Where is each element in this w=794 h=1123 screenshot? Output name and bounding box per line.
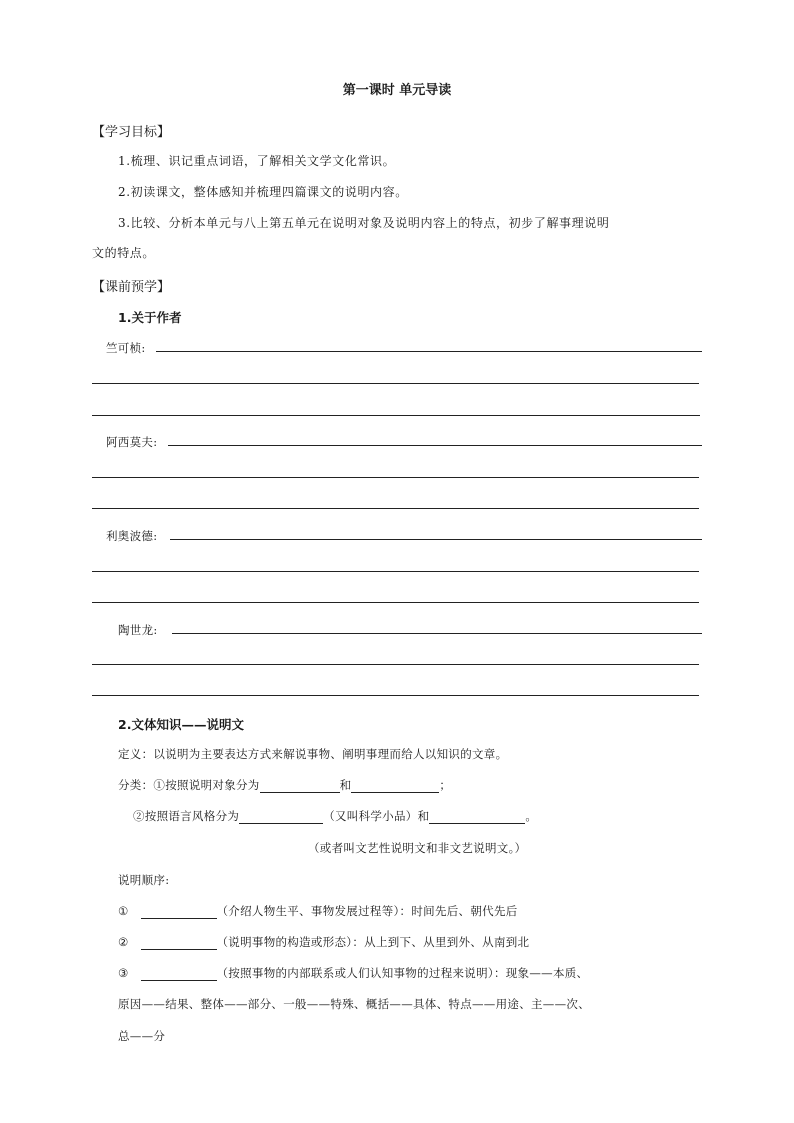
order-item-text: （说明事物的构造或形态）：从上到下、从里到外、从南到北 [216, 935, 530, 949]
order-item-text: （按照事物的内部联系或人们认知事物的过程来说明）：现象——本质、 [216, 966, 589, 980]
author-answer-line[interactable] [156, 351, 702, 352]
author-answer-line[interactable] [470, 415, 700, 416]
author-answer-line[interactable] [92, 571, 699, 572]
blank-order-3[interactable] [141, 968, 217, 981]
objective-item-3-cont: 文的特点。 [92, 246, 156, 260]
objective-item-3: 3.比较、分析本单元与八上第五单元在说明对象及说明内容上的特点，初步了解事理说明 [118, 216, 610, 230]
about-authors-heading: 1.关于作者 [118, 310, 182, 325]
classify-a-mid: 和 [339, 778, 352, 792]
author-label-zhukezhen: 竺可桢: [106, 341, 146, 355]
classify-b-prefix: ②按照语言风格分为 [133, 809, 240, 823]
objective-item-1: 1.梳理、识记重点词语，了解相关文学文化常识。 [118, 154, 396, 168]
preview-heading: 【课前预学】 [92, 280, 171, 295]
objectives-heading: 【学习目标】 [92, 125, 171, 140]
order-number: ③ [118, 966, 129, 980]
blank-object-type-1[interactable] [260, 780, 340, 793]
classify-b-mid: （又叫科学小品）和 [323, 809, 430, 823]
objective-item-2: 2.初读课文，整体感知并梳理四篇课文的说明内容。 [118, 185, 408, 199]
order-item-text: （介绍人物生平、事物发展过程等）：时间先后、朝代先后 [216, 904, 518, 918]
blank-object-type-2[interactable] [351, 780, 439, 793]
page-title: 第一课时 单元导读 [342, 83, 452, 98]
classify-a-prefix: 分类：①按照说明对象分为 [118, 778, 260, 792]
author-answer-line[interactable] [92, 602, 699, 603]
blank-order-1[interactable] [141, 906, 217, 919]
order-item-2 [118, 934, 529, 950]
author-label-asimov: 阿西莫夫: [106, 435, 158, 449]
classify-a-end: ； [439, 778, 452, 792]
author-answer-line[interactable] [92, 695, 699, 696]
order-number: ② [118, 935, 129, 949]
order-item-3-cont-1: 原因——结果、整体——部分、一般——特殊、概括——具体、特点——用途、主——次、 [118, 997, 590, 1011]
author-label-leopold: 利奥波德: [106, 529, 158, 543]
classify-b-end: 。 [525, 809, 538, 823]
order-number: ① [118, 904, 129, 918]
order-item-1 [118, 903, 518, 919]
order-heading: 说明顺序: [118, 873, 170, 887]
author-answer-line[interactable] [92, 508, 699, 509]
author-answer-line[interactable] [168, 445, 702, 446]
classification-note: （或者叫文艺性说明文和非文艺说明文。） [308, 841, 527, 855]
blank-style-type-1[interactable] [239, 811, 323, 824]
author-answer-line[interactable] [172, 633, 702, 634]
blank-order-2[interactable] [141, 937, 217, 950]
author-answer-line[interactable] [92, 383, 699, 384]
author-label-taoshilong: 陶世龙: [118, 623, 158, 637]
genre-knowledge-heading: 2.文体知识——说明文 [118, 717, 244, 732]
blank-style-type-2[interactable] [429, 811, 525, 824]
author-answer-line[interactable] [92, 664, 699, 665]
classification-row-a [118, 777, 451, 793]
author-answer-line[interactable] [92, 477, 699, 478]
author-answer-line[interactable] [170, 539, 702, 540]
definition-text: 定义：以说明为主要表达方式来解说事物、阐明事理而给人以知识的文章。 [118, 747, 508, 761]
order-item-3 [118, 965, 588, 981]
order-item-3-cont-2: 总——分 [118, 1029, 166, 1043]
classification-row-b [133, 808, 537, 824]
